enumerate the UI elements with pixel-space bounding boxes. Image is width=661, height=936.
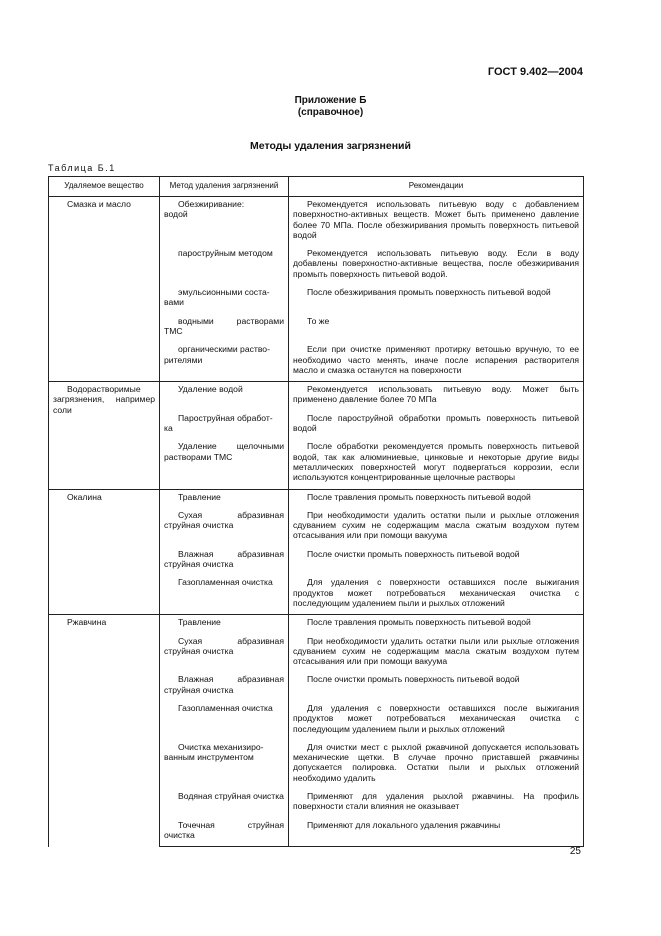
- recommendation-text: После очистки промыть поверхность питьевой водой: [307, 548, 520, 559]
- recommendation-text: После обработки рекомендуется промыть поверхность питьевой водой, так как алюминиевые, цинковые и некоторые другие виды металлических поверхностей могут подвергаться коррозии, если используются концентрированные щелочные растворы: [293, 441, 579, 483]
- recommendation-cell: [289, 615, 584, 634]
- table-row: [49, 197, 584, 247]
- recommendation-text: Если при очистке применяют протирку ветошью вручную, то ее необходимо часто менять, иначе после испарения растворителя масло и смазка останутся на поверхности: [293, 344, 579, 375]
- method-cell: [160, 285, 289, 314]
- appendix-heading: [0, 95, 661, 119]
- method-text: Удаление водой: [178, 384, 243, 395]
- recommendation-cell: [289, 701, 584, 740]
- recommendation-cell: [289, 411, 584, 440]
- method-cell: [160, 342, 289, 381]
- appendix-title: Приложение Б: [294, 95, 367, 106]
- recommendation-cell: [289, 285, 584, 314]
- method-text: Газопламенная очистка: [178, 702, 273, 713]
- recommendation-text: Для удаления с поверхности оставшихся после выжигания продуктов может потребоваться механическая очистка с последующим удалением пыли и рыхлых отложений: [293, 577, 579, 608]
- recommendation-text: То же: [307, 315, 330, 326]
- appendix-subtitle: (справочное): [297, 107, 364, 118]
- method-text: Обезжиривание: водой: [164, 199, 245, 220]
- method-text: эмульсионными соста- вами: [164, 287, 270, 308]
- page-number: 25: [569, 846, 581, 857]
- substance-cell: [49, 615, 160, 847]
- method-text: Сухая абразивная струйная очистка: [164, 635, 284, 656]
- recommendation-cell: [289, 789, 584, 818]
- method-cell: [160, 246, 289, 285]
- method-text: Влажная абразивная струйная очистка: [164, 548, 284, 570]
- method-cell: [160, 701, 289, 740]
- method-cell: [160, 818, 289, 847]
- recommendation-text: После очистки промыть поверхность питьевой водой: [307, 674, 520, 685]
- method-text: Точечная струйная очистка: [164, 819, 284, 840]
- substance-cell: [49, 197, 160, 382]
- recommendation-cell: [289, 314, 584, 343]
- method-text: Газопламенная очистка: [178, 577, 273, 588]
- recommendation-text: При необходимости удалить остатки пыли или рыхлые отложения сдуванием сухим не содержащим масла сжатым воздухом путем отсасывания или при помощи вакуума: [293, 635, 579, 667]
- recommendation-cell: [289, 342, 584, 381]
- recommendation-text: Рекомендуется использовать питьевую воду с добавлением поверхностно-активных веществ. Может быть применено давление более 70 МПа. После обезжиривания промыть поверхность питьевой водой: [293, 199, 579, 240]
- method-cell: [160, 575, 289, 614]
- method-cell: [160, 634, 289, 673]
- method-cell: [160, 382, 289, 411]
- table-label: Таблица Б.1: [48, 163, 116, 173]
- method-cell: [160, 615, 289, 634]
- method-cell: [160, 672, 289, 701]
- method-text: Пароструйная обработ- ка: [164, 412, 273, 434]
- column-header-recommendations: Рекомендации: [289, 177, 584, 197]
- method-cell: [160, 314, 289, 343]
- column-header-substance: Удаляемое вещество: [49, 177, 160, 197]
- method-text: органическими раство- рителями: [164, 344, 270, 365]
- method-cell: [160, 789, 289, 818]
- substance-text: Окалина: [67, 491, 102, 502]
- table-row: [49, 382, 584, 411]
- recommendation-cell: [289, 634, 584, 673]
- substance-cell: [49, 382, 160, 489]
- recommendation-cell: [289, 818, 584, 847]
- substance-text: Смазка и масло: [67, 199, 131, 209]
- recommendation-cell: [289, 489, 584, 508]
- method-text: Водяная струйная очистка: [178, 791, 284, 802]
- recommendation-cell: [289, 575, 584, 614]
- table-row: [49, 489, 584, 508]
- methods-table: [48, 176, 584, 847]
- recommendation-text: Для очистки мест с рыхлой ржавчиной допускается использовать механические щетки. В случае прочно приставшей ржавчины допускается полировка. Остатки пыли и рыхлых отложений необходимо удалить: [293, 741, 579, 783]
- table-row: [49, 615, 584, 634]
- method-cell: [160, 547, 289, 576]
- table-body: [49, 197, 584, 847]
- method-cell: [160, 508, 289, 547]
- recommendation-cell: [289, 740, 584, 789]
- recommendation-text: Применяют для удаления рыхлой ржавчины. На профиль поверхности стали влияния не оказывает: [293, 791, 579, 812]
- method-cell: [160, 740, 289, 789]
- recommendation-cell: [289, 197, 584, 247]
- method-text: Влажная абразивная струйная очистка: [164, 674, 284, 695]
- substance-text: Водорастворимые загрязнения, например соли: [53, 384, 155, 415]
- method-text: Сухая абразивная струйная очистка: [164, 509, 284, 531]
- recommendation-text: После травления промыть поверхность питьевой водой: [307, 491, 531, 502]
- recommendation-cell: [289, 382, 584, 411]
- recommendation-cell: [289, 246, 584, 285]
- recommendation-text: Рекомендуется использовать питьевую воду. Может быть применено давление более 70 МПа: [293, 384, 579, 405]
- recommendation-text: После пароструйной обработки промыть поверхность питьевой водой: [293, 412, 579, 434]
- method-text: Травление: [178, 491, 221, 502]
- method-cell: [160, 197, 289, 247]
- method-text: Удаление щелочными растворами ТМС: [164, 441, 284, 462]
- substance-cell: [49, 489, 160, 615]
- method-cell: [160, 411, 289, 440]
- recommendation-cell: [289, 672, 584, 701]
- recommendation-text: После травления промыть поверхность питьевой водой: [307, 617, 531, 628]
- method-cell: [160, 439, 289, 489]
- recommendation-text: После обезжиривания промыть поверхность питьевой водой: [307, 287, 551, 298]
- recommendation-text: Рекомендуется использовать питьевую воду. Если в воду добавлены поверхностно-активные вещества, после обезжиривания промыть поверхность питьевой водой.: [293, 248, 579, 279]
- recommendation-cell: [289, 547, 584, 576]
- method-cell: [160, 489, 289, 508]
- recommendation-cell: [289, 508, 584, 547]
- table-header-row: [49, 177, 584, 197]
- method-text: пароструйным методом: [178, 248, 273, 259]
- method-text: водными растворами ТМС: [164, 315, 284, 336]
- document-title: Методы удаления загрязнений: [250, 140, 411, 152]
- recommendation-text: Для удаления с поверхности оставшихся после выжигания продуктов может потребоваться механическая очистка с последующим удалением пыли и рыхлых отложений: [293, 702, 579, 734]
- recommendation-text: При необходимости удалить остатки пыли и рыхлые отложения сдуванием сухим не содержащим масла сжатым воздухом путем отсасывания или при помощи вакуума: [293, 509, 579, 541]
- substance-text: Ржавчина: [67, 617, 107, 628]
- recommendation-text: Применяют для локального удаления ржавчины: [307, 819, 501, 830]
- column-header-method: Метод удаления загрязнений: [160, 177, 289, 197]
- method-text: Травление: [178, 617, 221, 628]
- recommendation-cell: [289, 439, 584, 489]
- method-text: Очистка механизиро- ванным инструментом: [164, 741, 264, 763]
- document-header: ГОСТ 9.402—2004: [487, 66, 583, 78]
